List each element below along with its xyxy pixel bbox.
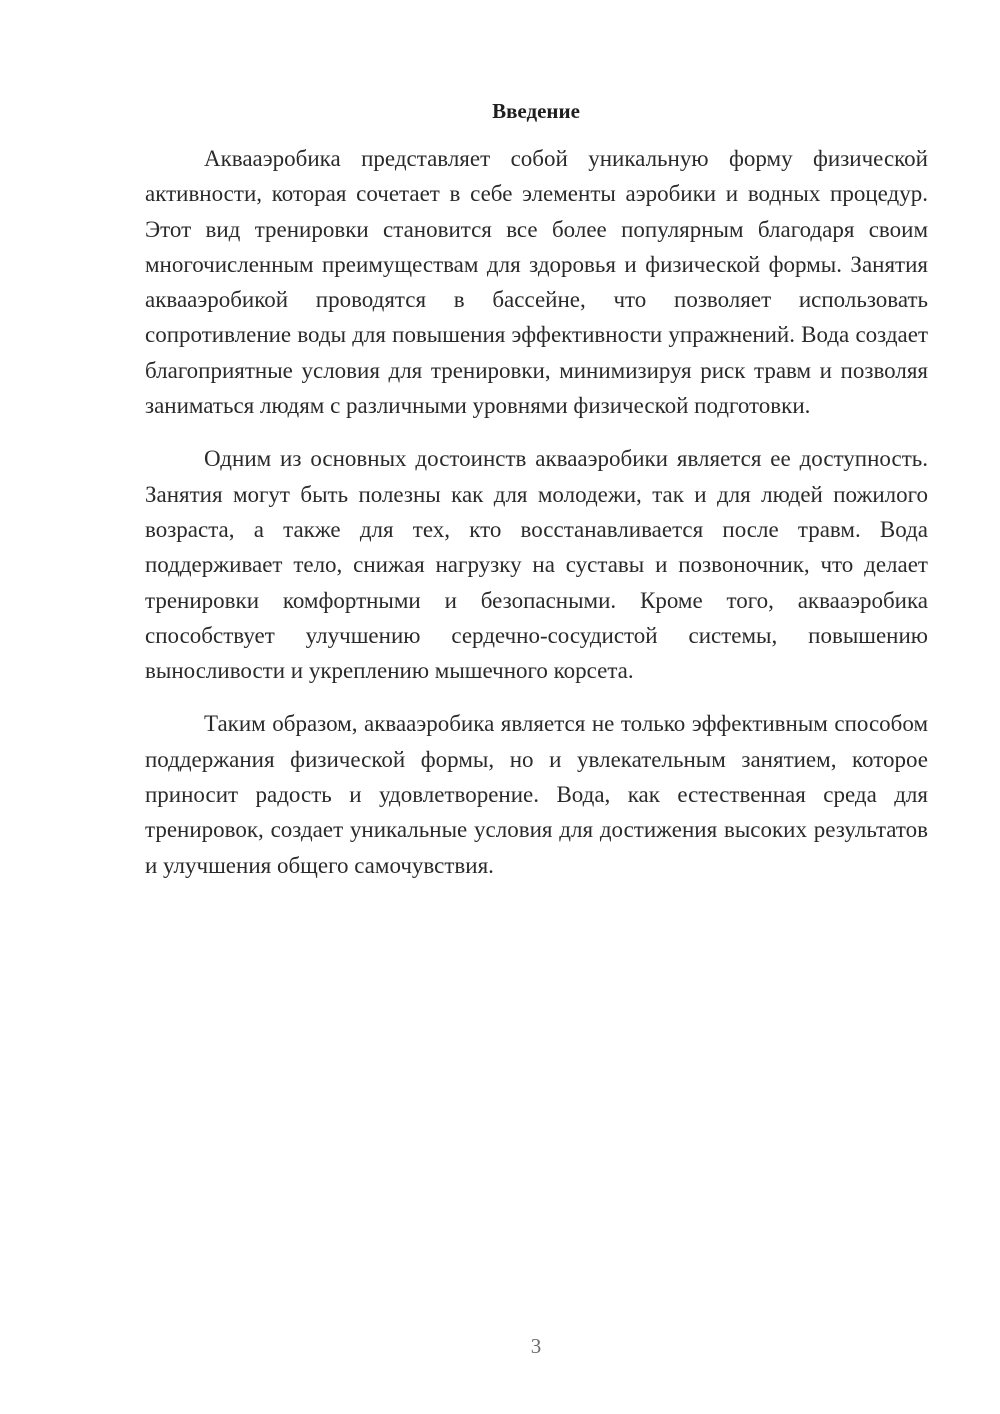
document-body — [145, 141, 928, 901]
page-number: 3 — [530, 1334, 542, 1358]
paragraph-conclusion: Таким образом, аквааэробика является не только эффективным способом поддержания физической формы, но и увлекательным занятием, которое приносит радость и удовлетворение. Вода, как естественная среда для тренировок, создает уникальные условия для достижения высоких результатов и улучшения общего самочувствия. — [145, 711, 928, 878]
page-title: Введение — [492, 99, 580, 123]
paragraph-intro: Аквааэробика представляет собой уникальную форму физической активности, которая сочетает в себе элементы аэробики и водных процедур. Этот вид тренировки становится все более популярным благодаря своим многочисленным преимуществам для здоровья и физической формы. Занятия аквааэробикой проводятся в бассейне, что позволяет использовать сопротивление воды для повышения эффективности упражнений. Вода создает благоприятные условия для тренировки, минимизируя риск травм и позволяя заниматься людям с различными уровнями физической подготовки. — [145, 146, 928, 419]
paragraph-accessibility: Одним из основных достоинств аквааэробики является ее доступность. Занятия могут быть полезны как для молодежи, так и для людей пожилого возраста, а также для тех, кто восстанавливается после травм. Вода поддерживает тело, снижая нагрузку на суставы и позвоночник, что делает тренировки комфортными и безопасными. Кроме того, аквааэробика способствует улучшению сердечно-сосудистой системы, повышению выносливости и укреплению мышечного корсета. — [145, 446, 928, 684]
